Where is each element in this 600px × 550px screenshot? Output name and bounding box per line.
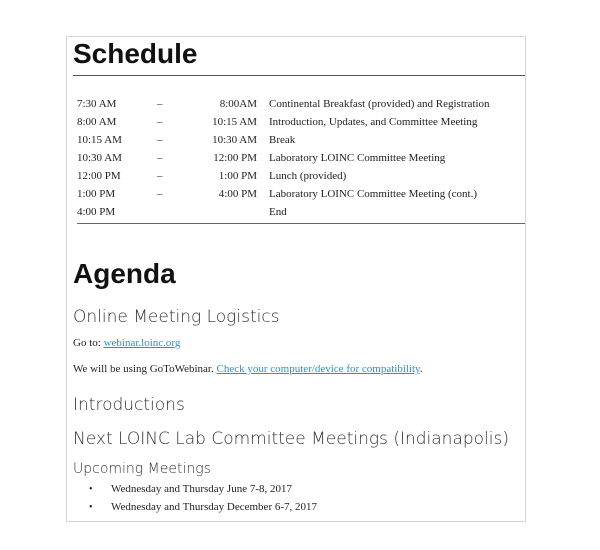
schedule-start-time: 8:00 AM (77, 116, 117, 128)
compatibility-link[interactable]: Check your computer/device for compatibility (216, 363, 420, 375)
schedule-dash: – (157, 116, 163, 128)
online-logistics-heading: Online Meeting Logistics (73, 307, 280, 327)
schedule-row (77, 185, 522, 203)
schedule-gap (257, 131, 269, 149)
schedule-top-rule (73, 75, 525, 76)
bullet-icon: • (89, 502, 93, 513)
schedule-activity: Break (269, 134, 296, 146)
schedule-row (77, 131, 522, 149)
upcoming-meetings-list (89, 480, 317, 516)
schedule-dash (157, 203, 197, 221)
schedule-activity: Introduction, Updates, and Committee Meeting (269, 116, 478, 128)
schedule-table (77, 95, 522, 221)
schedule-activity: Lunch (provided) (269, 170, 347, 182)
next-meetings-heading: Next LOINC Lab Committee Meetings (Indianapolis) (73, 429, 509, 449)
schedule-gap (257, 113, 269, 131)
webinar-paragraph (73, 363, 423, 375)
meeting-date: Wednesday and Thursday June 7-8, 2017 (111, 483, 292, 495)
list-item (89, 498, 317, 516)
meeting-date: Wednesday and Thursday December 6-7, 2017 (111, 501, 318, 513)
schedule-gap (257, 167, 269, 185)
schedule-heading: Schedule (73, 38, 198, 69)
list-item (89, 480, 317, 498)
schedule-start-time: 1:00 PM (77, 188, 116, 200)
schedule-start-time: 4:00 PM (77, 206, 116, 218)
schedule-end-time: 4:00 PM (218, 188, 257, 200)
schedule-gap (257, 95, 269, 113)
schedule-row (77, 113, 522, 131)
upcoming-meetings-heading: Upcoming Meetings (73, 461, 211, 477)
schedule-activity: Continental Breakfast (provided) and Registration (269, 98, 490, 110)
schedule-dash: – (157, 98, 163, 110)
schedule-row (77, 167, 522, 185)
schedule-bottom-rule (77, 223, 525, 224)
schedule-gap (257, 149, 269, 167)
schedule-end-time: 10:15 AM (212, 116, 257, 128)
goto-prefix: Go to: (73, 337, 104, 349)
schedule-end-time: 12:00 PM (213, 152, 257, 164)
schedule-row (77, 95, 522, 113)
schedule-gap (257, 185, 269, 203)
schedule-dash: – (157, 170, 163, 182)
schedule-row (77, 149, 522, 167)
webinar-suffix: . (419, 363, 423, 375)
schedule-end-time: 8:00AM (219, 98, 257, 110)
schedule-start-time: 10:15 AM (77, 134, 122, 146)
goto-paragraph (73, 337, 180, 349)
schedule-activity: Laboratory LOINC Committee Meeting (269, 152, 446, 164)
schedule-dash: – (157, 134, 163, 146)
document-page (66, 36, 526, 522)
schedule-activity: End (269, 206, 287, 218)
webinar-prefix: We will be using GoToWebinar. (73, 363, 217, 375)
schedule-dash: – (157, 188, 163, 200)
schedule-start-time: 12:00 PM (77, 170, 121, 182)
schedule-start-time: 10:30 AM (77, 152, 122, 164)
schedule-row (77, 203, 522, 221)
schedule-end-time: 1:00 PM (218, 170, 257, 182)
schedule-end-time: 10:30 AM (212, 134, 257, 146)
bullet-icon: • (89, 484, 93, 495)
schedule-dash: – (157, 152, 163, 164)
agenda-heading: Agenda (73, 258, 176, 289)
schedule-start-time: 7:30 AM (77, 98, 117, 110)
schedule-end-time (197, 203, 257, 221)
schedule-gap (257, 203, 269, 221)
webinar-link[interactable]: webinar.loinc.org (103, 337, 181, 349)
introductions-heading: Introductions (73, 395, 185, 415)
schedule-activity: Laboratory LOINC Committee Meeting (cont.) (269, 188, 478, 200)
